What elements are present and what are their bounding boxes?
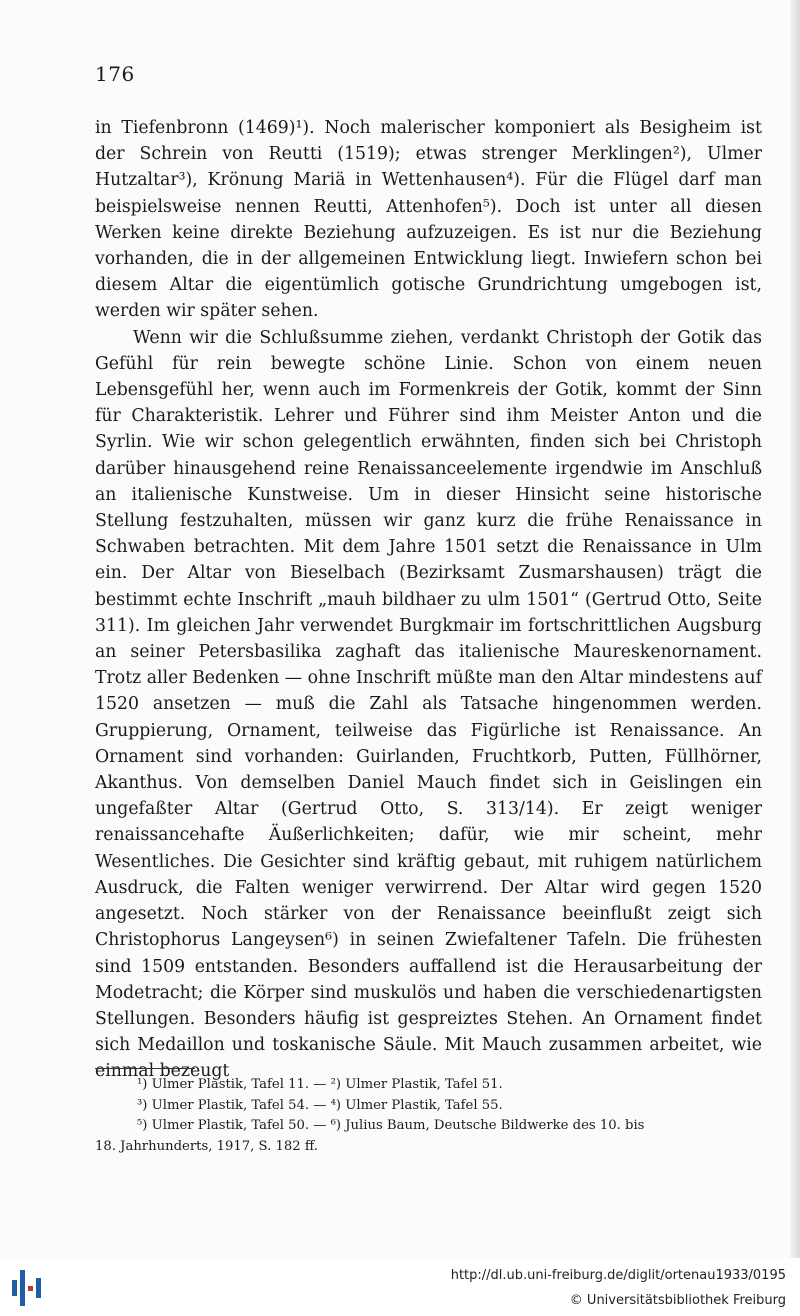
footnote-line-1: ¹) Ulmer Plastik, Tafel 11. — ²) Ulmer Plastik, Tafel 51. <box>137 1077 503 1092</box>
footnotes <box>95 1075 762 1157</box>
footnote-line-2: ³) Ulmer Plastik, Tafel 54. — ⁴) Ulmer Plastik, Tafel 55. <box>137 1097 503 1113</box>
footnote-divider <box>95 1068 195 1069</box>
scan-edge-shadow <box>790 0 800 1258</box>
paragraph-1: in Tiefenbronn (1469)¹). Noch malerischer komponiert als Besigheim ist der Schrein von Reutti (1519); etwas strenger Merklingen²), Ulmer Hutzaltar³), Krönung Mariä in Wettenhausen⁴). Für die Flügel darf man beispielsweise nennen Reutti, Attenhofen⁵). Doch ist unter all diesen Werken keine direkte Beziehung aufzuzeigen. Es ist nur die Beziehung vorhanden, die in der allgemeinen Entwicklung liegt. Inwiefern schon bei diesem Altar die eigentümlich gotische Grundrichtung umgebogen ist, werden wir später sehen. <box>95 118 762 322</box>
body-text <box>95 115 762 1085</box>
footnote-line-4: 18. Jahrhunderts, 1917, S. 182 ff. <box>95 1138 318 1154</box>
ub-freiburg-logo-icon <box>10 1266 46 1310</box>
paragraph-2: Wenn wir die Schlußsumme ziehen, verdankt Christoph der Gotik das Gefühl für rein bewegte schöne Linie. Schon von einem neuen Lebensgefühl her, wenn auch im Formenkreis der Gotik, kommt der Sinn für Charakteristik. Lehrer und Führer sind ihm Meister Anton und die Syrlin. Wie wir schon gelegentlich erwähnten, finden sich bei Christoph darüber hinausgehend reine Renaissanceelemente irgendwie im Anschluß an italienische Kunstweise. Um in dieser Hinsicht seine historische Stellung festzuhalten, müssen wir ganz kurz die frühe Renaissance in Schwaben betrachten. Mit dem Jahre 1501 setzt die Renaissance in Ulm ein. Der Altar von Bieselbach (Bezirksamt Zusmarshausen) trägt die bestimmt echte Inschrift „mauh bildhaer zu ulm 1501“ (Gertrud Otto, Seite 311). Im gleichen Jahr verwendet Burgkmair im fortschrittlichen Augsburg an seiner Petersbasilika zaghaft das italienische Maureskenornament. Trotz aller Bedenken — ohne Inschrift müßte man den Altar mindestens auf 1520 ansetzen — muß die Zahl als Tatsache hingenommen werden. Gruppierung, Ornament, teilweise das Figürliche ist Renaissance. An Ornament sind vorhanden: Guirlanden, Fruchtkorb, Putten, Füllhörner, Akanthus. Von demselben Daniel Mauch findet sich in Geislingen ein ungefaßter Altar (Gertrud Otto, S. 313/14). Er zeigt weniger renaissancehafte Äußerlichkeiten; dafür, wie mir scheint, mehr Wesentliches. Die Gesichter sind kräftig gebaut, mit ruhigem natürlichem Ausdruck, die Falten weniger verwirrend. Der Altar wird gegen 1520 angesetzt. Noch stärker von der Renaissance beeinflußt zeigt sich Christophorus Langeysen⁶) in seinen Zwiefaltener Tafeln. Die frühesten sind 1509 entstanden. Besonders auffallend ist die Herausarbeitung der Modetracht; die Körper sind muskulös und haben die verschiedenartigsten Stellungen. Besonders häufig ist gespreiztes Stehen. An Ornament findet sich Medaillon und toskanische Säule. Mit Mauch zusammen arbeitet, wie einmal bezeugt <box>95 327 762 1082</box>
page-number: 176 <box>95 62 135 86</box>
copyright-notice: © Universitätsbibliothek Freiburg <box>569 1293 786 1308</box>
viewer-footer <box>0 1258 800 1316</box>
source-url-link[interactable]: http://dl.ub.uni-freiburg.de/diglit/ortenau1933/0195 <box>450 1268 786 1283</box>
footnote-line-3: ⁵) Ulmer Plastik, Tafel 50. — ⁶) Julius Baum, Deutsche Bildwerke des 10. bis <box>137 1118 645 1133</box>
